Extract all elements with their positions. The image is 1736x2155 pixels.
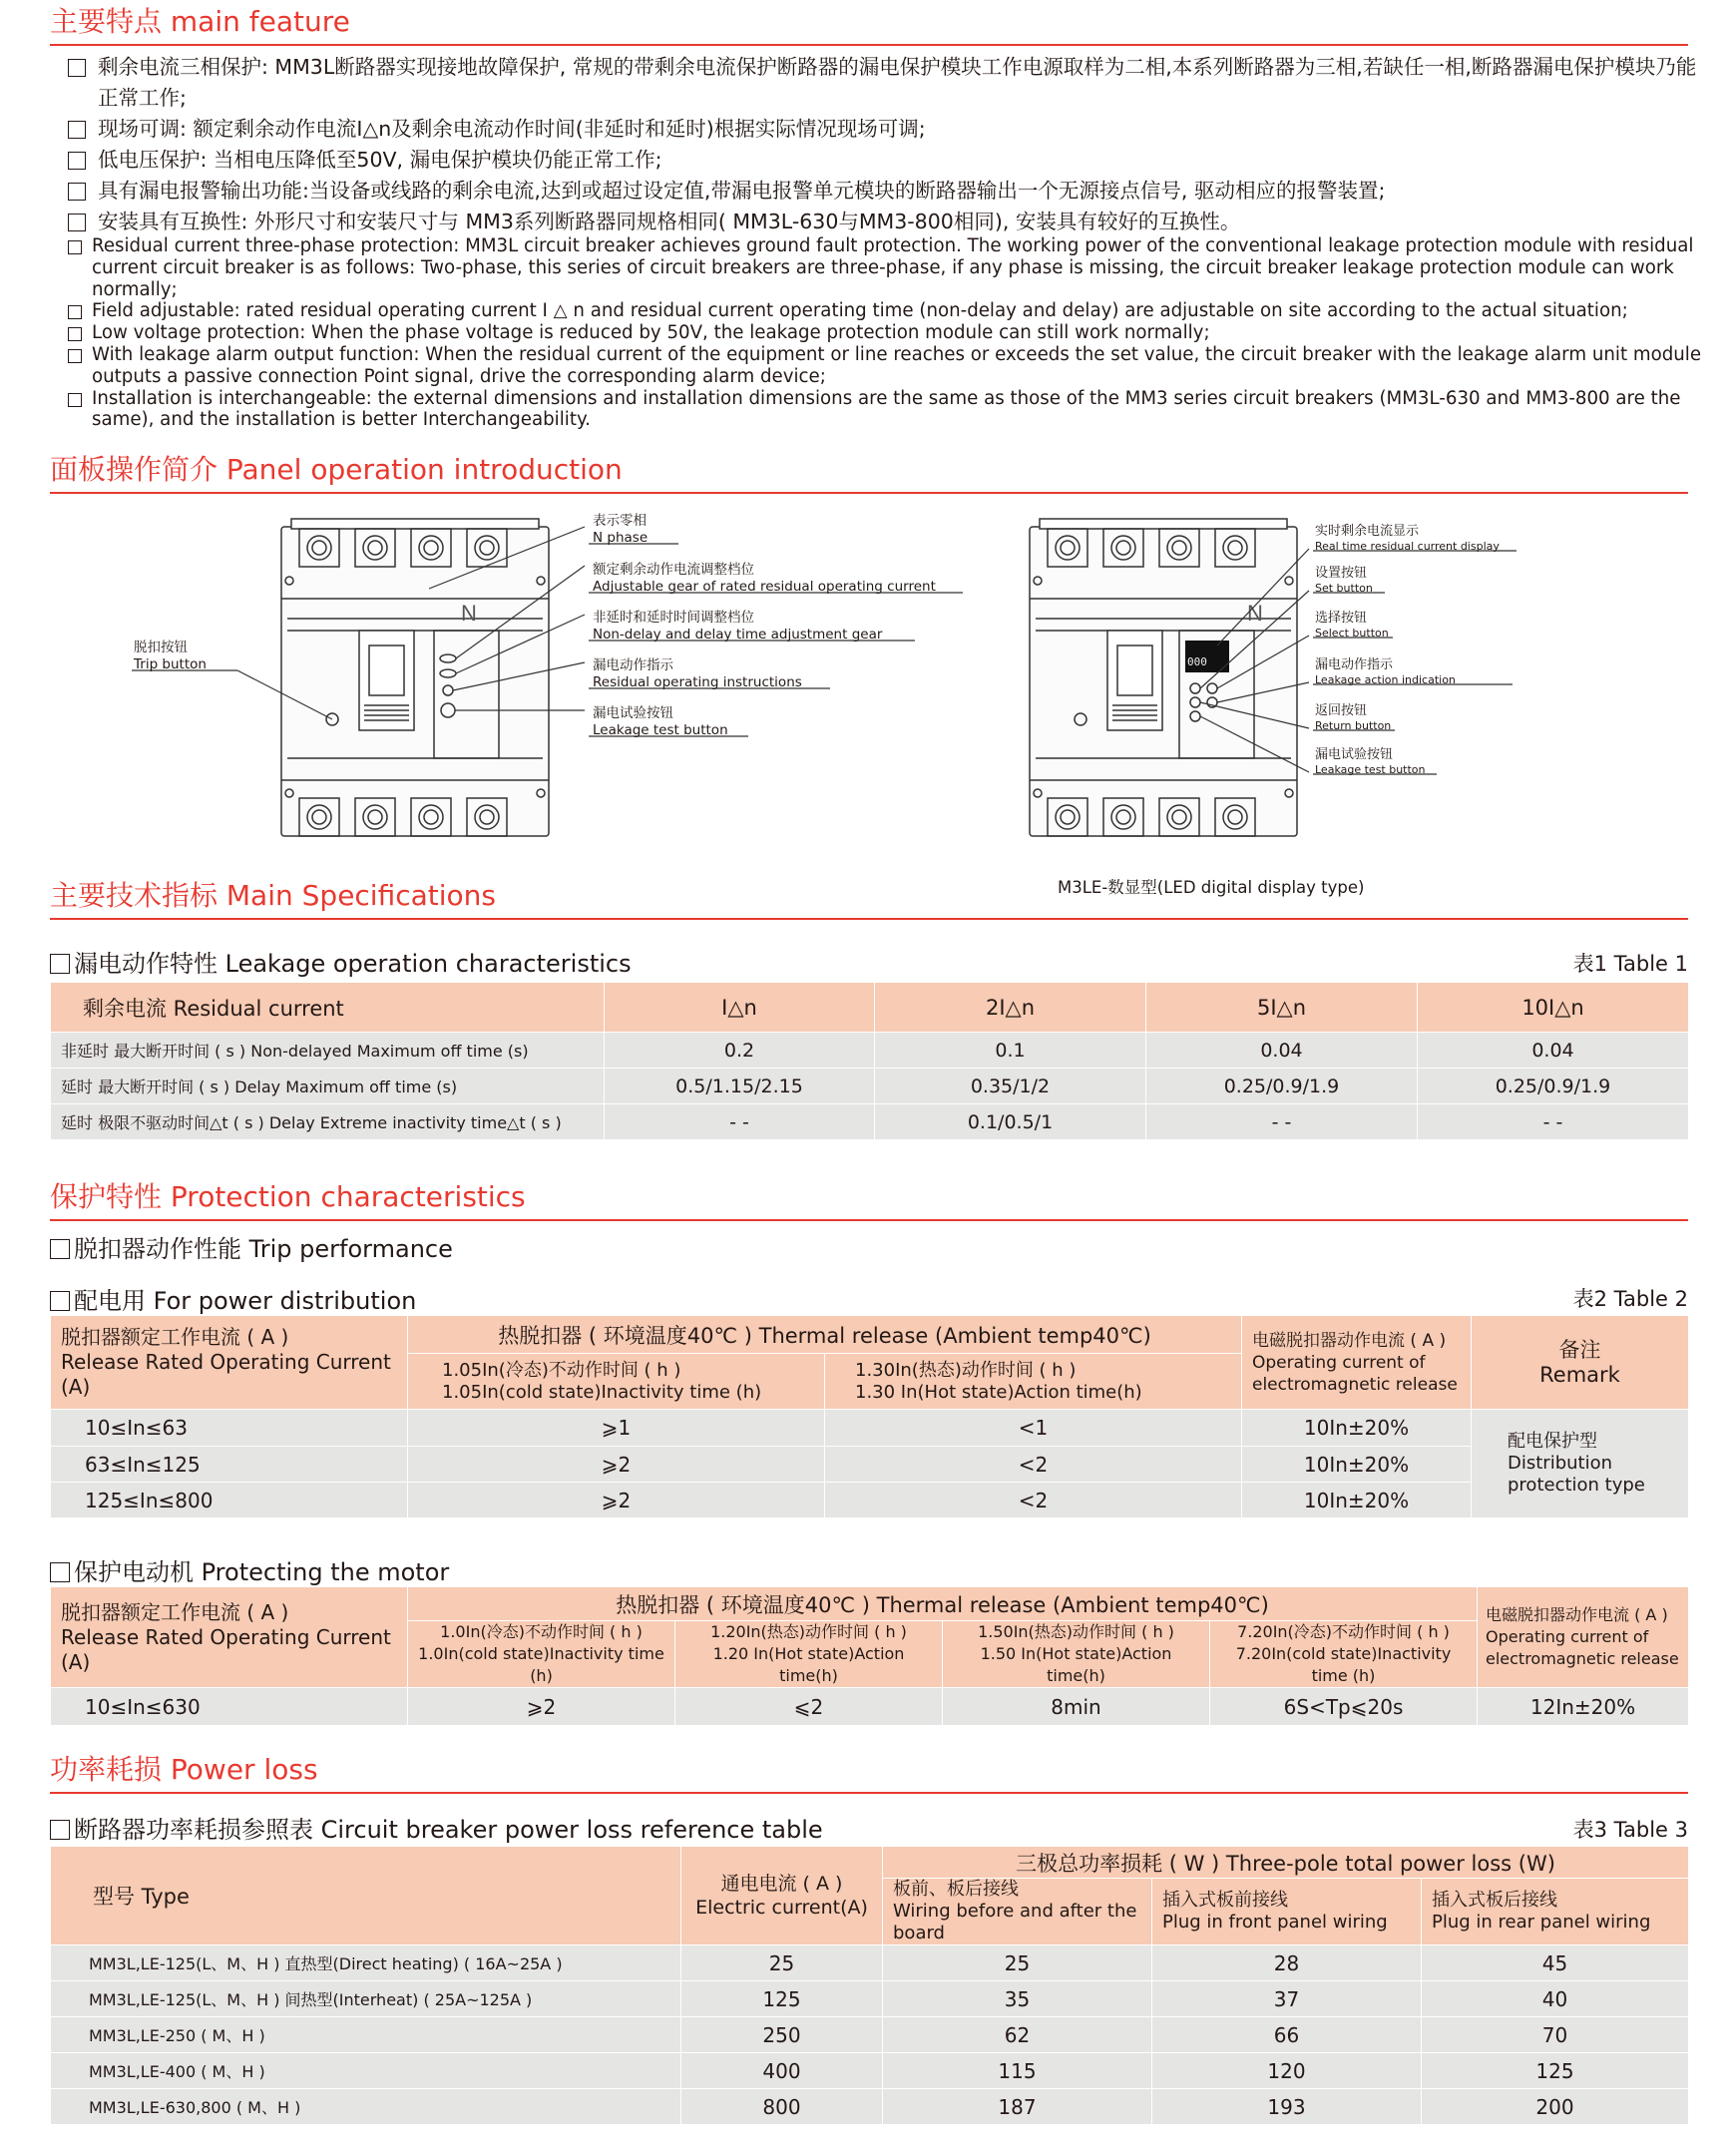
cell: 193: [1152, 2089, 1422, 2125]
header-text: Wiring before and after the board: [893, 1901, 1137, 1943]
cell: 125: [1422, 2053, 1689, 2089]
cell: 115: [883, 2053, 1152, 2089]
header-text: 1.50 In(Hot state)Action time(h): [980, 1644, 1172, 1685]
cell: 66: [1152, 2017, 1422, 2053]
cell: 10In±20%: [1242, 1410, 1472, 1447]
cell: ⩽2: [675, 1688, 943, 1726]
table-row: [51, 1033, 1689, 1069]
cell: 0.2: [605, 1033, 875, 1069]
cell: <1: [825, 1410, 1242, 1447]
header-text: 脱扣器额定工作电流 ( A ): [61, 1325, 289, 1349]
subheading-text: 配电用 For power distribution: [74, 1287, 417, 1315]
led-diagram-caption: M3LE-数显型(LED digital display type): [1058, 878, 1365, 897]
table-distribution: [50, 1315, 1689, 1518]
features-en-list: [66, 235, 1702, 431]
cell: 0.04: [1418, 1033, 1689, 1069]
cell: 40: [1422, 1981, 1689, 2017]
cell: 10In±20%: [1242, 1483, 1472, 1518]
header-text: 备注: [1558, 1337, 1601, 1362]
label-indication-en: Leakage action indication: [1315, 673, 1456, 686]
cell: 200: [1422, 2089, 1689, 2125]
features-zh-list: [66, 52, 1702, 237]
feature-item: Installation is interchangeable: the external dimensions and installation dimensions are the same as those of the MM3 series circuit breakers (MM3L-630 and MM3-800 are the same), and the installation is better Interchangeability.: [66, 388, 1702, 432]
header-col: [1152, 1879, 1422, 1945]
checkbox-glyph: [50, 1239, 70, 1259]
row-label: 非延时 最大断开时间 ( s ) Non-delayed Maximum off time (s): [51, 1033, 605, 1069]
table-row: [51, 1945, 1689, 1981]
header-rated-current: [51, 1587, 408, 1688]
header-cell: 剩余电流 Residual current: [51, 983, 605, 1033]
header-text: 1.20 In(Hot state)Action time(h): [712, 1644, 905, 1685]
cell: 45: [1422, 1945, 1689, 1981]
cell: <2: [825, 1447, 1242, 1483]
table-row: [51, 2089, 1689, 2125]
cell: - -: [1146, 1104, 1418, 1140]
label-test-zh: 漏电试验按钮: [593, 705, 673, 721]
section-title: 主要技术指标 Main Specifications: [50, 879, 497, 912]
label-return-en: Return button: [1315, 719, 1392, 732]
table-row: [51, 1069, 1689, 1104]
header-text: 1.50In(热态)动作时间 ( h ): [978, 1622, 1174, 1641]
header-cell: I△n: [605, 983, 875, 1033]
header-text: Plug in front panel wiring: [1162, 1912, 1388, 1933]
checkbox-glyph: [50, 1820, 70, 1840]
header-remark: [1472, 1316, 1689, 1410]
header-cell: 5I△n: [1146, 983, 1418, 1033]
table-row: [51, 2017, 1689, 2053]
label-adjust-zh: 额定剩余动作电流调整档位: [593, 562, 754, 578]
cell: 35: [883, 1981, 1152, 2017]
header-text: 插入式板后接线: [1432, 1890, 1557, 1911]
cell: 125: [681, 1981, 883, 2017]
header-col: [943, 1621, 1210, 1688]
feature-item: 现场可调: 额定剩余动作电流I△n及剩余电流动作时间(非延时和延时)根据实际情况现场可调;: [66, 114, 1702, 145]
remark-cell: [1472, 1410, 1689, 1518]
header-text: 电磁脱扣器动作电流 ( A ): [1486, 1605, 1668, 1624]
header-text: 1.0In(cold state)Inactivity time (h): [418, 1644, 664, 1685]
section-title: 面板操作简介 Panel operation introduction: [50, 453, 623, 486]
header-text: Operating current of electromagnetic release: [1486, 1627, 1679, 1668]
remark-text: 配电保护型: [1508, 1431, 1597, 1452]
subheading-power: [50, 1810, 823, 1845]
header-text: Remark: [1539, 1362, 1620, 1387]
table-header-row: [51, 1847, 1689, 1879]
cell: 63≤In≤125: [51, 1447, 408, 1483]
table-row: [51, 1981, 1689, 2017]
section-header-protection: [50, 1175, 1688, 1221]
cell: 0.1/0.5/1: [875, 1104, 1146, 1140]
header-text: 板前、板后接线: [893, 1879, 1019, 1900]
cell: 125≤In≤800: [51, 1483, 408, 1518]
table-motor: [50, 1586, 1689, 1726]
section-title: 保护特性 Protection characteristics: [50, 1180, 526, 1213]
cell: 187: [883, 2089, 1152, 2125]
table-header-row: [51, 1316, 1689, 1354]
header-cold: [408, 1354, 825, 1410]
table-header-row: [51, 983, 1689, 1033]
feature-item: Field adjustable: rated residual operating current I △ n and residual current operating time (non-delay and delay) are adjustable on site according to the actual situation;: [66, 300, 1702, 322]
header-text: 通电电流 ( A ): [720, 1873, 843, 1895]
cell: MM3L,LE-125(L、M、H ) 直热型(Direct heating) ( 16A~25A ): [51, 1945, 681, 1981]
label-indication-zh: 漏电动作指示: [593, 657, 673, 673]
section-header-power: [50, 1748, 1688, 1794]
header-col: [1422, 1879, 1689, 1945]
header-text: 1.30In(热态)动作时间 ( h ): [855, 1359, 1077, 1381]
cell: 12In±20%: [1478, 1688, 1689, 1726]
subheading-text: 断路器功率耗损参照表 Circuit breaker power loss reference table: [74, 1816, 823, 1844]
table-row: [51, 2053, 1689, 2089]
table-number: 表1 Table 1: [1572, 952, 1688, 976]
header-hot: [825, 1354, 1242, 1410]
header-rated-current: [51, 1316, 408, 1410]
header-text: 7.20In(冷态)不动作时间 ( h ): [1237, 1622, 1450, 1641]
cell: ⩾1: [408, 1410, 825, 1447]
label-test-en: Leakage test button: [593, 722, 728, 738]
header-text: 1.05In(cold state)Inactivity time (h): [442, 1381, 762, 1403]
header-col: [883, 1879, 1152, 1945]
cell: <2: [825, 1483, 1242, 1518]
label-set-zh: 设置按钮: [1315, 566, 1368, 581]
cell: ⩾2: [408, 1447, 825, 1483]
cell: 62: [883, 2017, 1152, 2053]
table-leakage: [50, 982, 1689, 1140]
n-phase-mark: N: [461, 601, 477, 626]
cell: 10≤In≤630: [51, 1688, 408, 1726]
label-delay-en: Non-delay and delay time adjustment gear: [593, 627, 883, 643]
subheading-text: 脱扣器动作性能 Trip performance: [74, 1235, 453, 1263]
label-set-en: Set button: [1315, 582, 1373, 595]
header-total-loss: 三极总功率损耗 ( W ) Three-pole total power loss (W): [883, 1847, 1689, 1879]
cell: ⩾2: [408, 1688, 675, 1726]
feature-item: Residual current three-phase protection: MM3L circuit breaker achieves ground fault protection. The working power of the conventional leakage protection module with residual current circuit breaker is as follows: Two-phase, this series of circuit breakers are three-phase, if any phase is missing, the circuit breaker leakage protection module can work normally;: [66, 235, 1702, 300]
cell: 37: [1152, 1981, 1422, 2017]
cell: 0.25/0.9/1.9: [1418, 1069, 1689, 1104]
section-title: 功率耗损 Power loss: [50, 1753, 318, 1786]
label-trip-en: Trip button: [134, 656, 207, 672]
cell: 0.04: [1146, 1033, 1418, 1069]
checkbox-glyph: [50, 1291, 70, 1311]
label-n-phase-en: N phase: [593, 530, 649, 546]
cell: 10In±20%: [1242, 1447, 1472, 1483]
row-label: 延时 最大断开时间 ( s ) Delay Maximum off time (s): [51, 1069, 605, 1104]
header-text: Electric current(A): [695, 1897, 868, 1919]
feature-item: 低电压保护: 当相电压降低至50V, 漏电保护模块仍能正常工作;: [66, 145, 1702, 176]
table-power-loss: [50, 1846, 1689, 2125]
cell: 25: [883, 1945, 1152, 1981]
header-cell: 2I△n: [875, 983, 1146, 1033]
cell: 0.1: [875, 1033, 1146, 1069]
cell: - -: [1418, 1104, 1689, 1140]
led-digits: 000: [1187, 655, 1207, 668]
cell: 0.25/0.9/1.9: [1146, 1069, 1418, 1104]
feature-item: Low voltage protection: When the phase voltage is reduced by 50V, the leakage protection module can still work normally;: [66, 322, 1702, 344]
cell: 120: [1152, 2053, 1422, 2089]
label-test-zh: 漏电试验按钮: [1315, 747, 1394, 762]
table-row: [51, 1447, 1689, 1483]
breaker-diagram-led: [1018, 511, 1536, 850]
checkbox-glyph: [50, 954, 70, 974]
cell: 10≤In≤63: [51, 1410, 408, 1447]
table-row: [51, 1483, 1689, 1518]
header-text: 1.05In(冷态)不动作时间 ( h ): [442, 1359, 681, 1381]
header-cell: 10I△n: [1418, 983, 1689, 1033]
cell: MM3L,LE-125(L、M、H ) 间热型(Interheat) ( 25A~125A ): [51, 1981, 681, 2017]
cell: 8min: [943, 1688, 1210, 1726]
cell: MM3L,LE-400 ( M、H ): [51, 2053, 681, 2089]
cell: - -: [605, 1104, 875, 1140]
header-em-release: [1242, 1316, 1472, 1410]
row-label: 延时 极限不驱动时间△t ( s ) Delay Extreme inactivity time△t ( s ): [51, 1104, 605, 1140]
cell: 0.35/1/2: [875, 1069, 1146, 1104]
header-text: 1.30 In(Hot state)Action time(h): [855, 1381, 1142, 1403]
label-display-en: Real time residual current display: [1315, 540, 1500, 553]
label-display-zh: 实时剩余电流显示: [1315, 524, 1420, 539]
label-test-en: Leakage test button: [1315, 763, 1426, 776]
table-header-row: [51, 1587, 1689, 1621]
header-thermal: 热脱扣器 ( 环境温度40℃ ) Thermal release (Ambient temp40℃): [408, 1587, 1478, 1621]
cell: ⩾2: [408, 1483, 825, 1518]
header-text: Release Rated Operating Current (A): [61, 1350, 391, 1399]
label-return-zh: 返回按钮: [1315, 703, 1368, 718]
header-col: [408, 1621, 675, 1688]
header-text: 插入式板前接线: [1162, 1890, 1288, 1911]
label-trip-zh: 脱扣按钮: [134, 640, 188, 655]
cell: 28: [1152, 1945, 1422, 1981]
header-text: 7.20In(cold state)Inactivity time (h): [1235, 1644, 1452, 1685]
label-indication-zh: 漏电动作指示: [1315, 657, 1394, 672]
header-text: 1.20In(热态)动作时间 ( h ): [710, 1622, 907, 1641]
section-header-specs: [50, 874, 1688, 920]
cell: 400: [681, 2053, 883, 2089]
table-row: [51, 1688, 1689, 1726]
header-text: 1.0In(冷态)不动作时间 ( h ): [440, 1622, 643, 1641]
cell: 800: [681, 2089, 883, 2125]
cell: MM3L,LE-250 ( M、H ): [51, 2017, 681, 2053]
section-header-panel: [50, 448, 1688, 494]
cell: MM3L,LE-630,800 ( M、H ): [51, 2089, 681, 2125]
header-col: [1210, 1621, 1478, 1688]
header-thermal: 热脱扣器 ( 环境温度40℃ ) Thermal release (Ambient temp40℃): [408, 1316, 1242, 1354]
n-phase-mark: N: [1247, 601, 1263, 626]
breaker-diagram-standard: [120, 511, 998, 850]
feature-item: 安装具有互换性: 外形尺寸和安装尺寸与 MM3系列断路器同规格相同( MM3L-630与MM3-800相同), 安装具有较好的互换性。: [66, 207, 1702, 237]
cell: 250: [681, 2017, 883, 2053]
label-n-phase-zh: 表示零相: [593, 513, 647, 529]
section-header-features: [50, 0, 1688, 46]
label-select-zh: 选择按钮: [1315, 611, 1368, 626]
subheading-text: 保护电动机 Protecting the motor: [74, 1558, 450, 1586]
header-type: 型号 Type: [51, 1847, 681, 1945]
cell: 6S<Tp⩽20s: [1210, 1688, 1478, 1726]
header-text: Release Rated Operating Current (A): [61, 1624, 391, 1674]
header-text: Operating current of electromagnetic release: [1252, 1352, 1458, 1395]
feature-item: 剩余电流三相保护: MM3L断路器实现接地故障保护, 常规的带剩余电流保护断路器的漏电保护模块工作电源取样为二相,本系列断路器为三相,若缺任一相,断路器漏电保护模块乃能正常工作;: [66, 52, 1702, 114]
header-current: [681, 1847, 883, 1945]
label-indication-en: Residual operating instructions: [593, 674, 802, 690]
header-text: Plug in rear panel wiring: [1432, 1912, 1651, 1933]
cell: 25: [681, 1945, 883, 1981]
feature-item: 具有漏电报警输出功能:当设备或线路的剩余电流,达到或超过设定值,带漏电报警单元模块的断路器输出一个无源接点信号, 驱动相应的报警装置;: [66, 176, 1702, 207]
table-number: 表3 Table 3: [1572, 1818, 1688, 1842]
checkbox-glyph: [50, 1562, 70, 1582]
subheading-motor: [50, 1552, 449, 1587]
label-delay-zh: 非延时和延时时间调整档位: [593, 610, 754, 626]
feature-item: With leakage alarm output function: When the residual current of the equipment or line reaches or exceeds the set value, the circuit breaker with the leakage alarm unit module outputs a passive connection Point signal, drive the corresponding alarm device;: [66, 344, 1702, 388]
header-text: 电磁脱扣器动作电流 ( A ): [1252, 1330, 1447, 1351]
subheading-text: 漏电动作特性 Leakage operation characteristics: [74, 950, 632, 978]
table-number: 表2 Table 2: [1572, 1287, 1688, 1311]
subheading-trip: [50, 1229, 453, 1264]
subheading-distribution: [50, 1281, 416, 1316]
label-adjust-en: Adjustable gear of rated residual operating current: [593, 579, 936, 595]
header-em-release: [1478, 1587, 1689, 1688]
header-text: 脱扣器额定工作电流 ( A ): [61, 1599, 289, 1624]
label-select-en: Select button: [1315, 627, 1389, 640]
table-row: [51, 1104, 1689, 1140]
header-col: [675, 1621, 943, 1688]
cell: 70: [1422, 2017, 1689, 2053]
section-title: 主要特点 main feature: [50, 5, 350, 38]
cell: 0.5/1.15/2.15: [605, 1069, 875, 1104]
remark-text: Distribution protection type: [1508, 1453, 1645, 1496]
table-row: [51, 1410, 1689, 1447]
subheading-leakage: [50, 944, 632, 979]
